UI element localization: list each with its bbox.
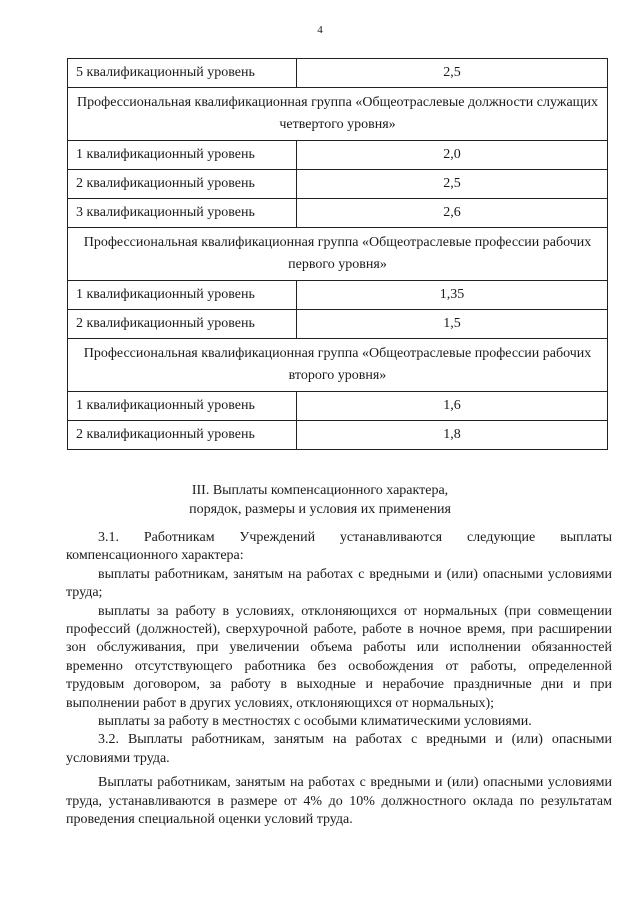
table-row xyxy=(68,141,608,170)
group-title-cell: Профессиональная квалификационная группа «Общеотраслевые профессии рабочих второго уровня» xyxy=(68,339,608,392)
table-row xyxy=(68,281,608,310)
coefficient-cell: 2,0 xyxy=(297,141,608,170)
section-title xyxy=(0,481,640,519)
level-cell: 3 квалификационный уровень xyxy=(68,199,297,228)
table-row xyxy=(68,421,608,450)
coefficient-cell: 1,35 xyxy=(297,281,608,310)
level-cell: 1 квалификационный уровень xyxy=(68,392,297,421)
group-title-cell: Профессиональная квалификационная группа «Общеотраслевые должности служащих четвертого уровня» xyxy=(68,88,608,141)
section-title-line-2: порядок, размеры и условия их применения xyxy=(189,502,451,517)
level-cell: 2 квалификационный уровень xyxy=(68,421,297,450)
table-row xyxy=(68,310,608,339)
paragraph: 3.2. Выплаты работникам, занятым на работах с вредными и (или) опасными условиями труда. xyxy=(66,732,612,766)
group-header-row xyxy=(68,228,608,281)
coefficient-cell: 1,6 xyxy=(297,392,608,421)
paragraph: выплаты за работу в условиях, отклоняющихся от нормальных (при совмещении профессий (должностей), сверхурочной работе, работе в ночное время, при расширении зон обслуживания, при увеличении объема работы или исполнении обязанностей временно отсутствующего работника без освобождения от работы, определенной трудовым договором, за работу в выходные и нерабочие праздничные дни и при выполнении работ в других условиях, отклоняющихся от нормальных); xyxy=(66,603,612,711)
paragraph: выплаты работникам, занятым на работах с вредными и (или) опасными условиями труда; xyxy=(66,566,612,601)
group-header-row xyxy=(68,339,608,392)
coefficient-cell: 1,5 xyxy=(297,310,608,339)
table-row xyxy=(68,199,608,228)
table-row xyxy=(68,392,608,421)
coefficient-cell: 2,5 xyxy=(297,170,608,199)
table-row xyxy=(68,170,608,199)
level-cell: 5 квалификационный уровень xyxy=(68,59,297,88)
paragraph: выплаты за работу в местностях с особыми климатическими условиями. xyxy=(98,714,532,730)
body-text xyxy=(66,529,612,830)
level-cell: 2 квалификационный уровень xyxy=(68,170,297,199)
page-number: 4 xyxy=(317,24,323,36)
table-row xyxy=(68,59,608,88)
coefficient-cell: 2,6 xyxy=(297,199,608,228)
paragraph: 3.1. Работникам Учреждений устанавливаются следующие выплаты компенсационного характера: xyxy=(66,530,612,564)
level-cell: 2 квалификационный уровень xyxy=(68,310,297,339)
coefficient-cell: 2,5 xyxy=(297,59,608,88)
paragraph: Выплаты работникам, занятым на работах с вредными и (или) опасными условиями труда, устанавливаются в размере от 4% до 10% должностного оклада по результатам проведения специальной оценки условий труда. xyxy=(66,775,612,828)
level-cell: 1 квалификационный уровень xyxy=(68,141,297,170)
group-title-cell: Профессиональная квалификационная группа «Общеотраслевые профессии рабочих первого уровня» xyxy=(68,228,608,281)
level-cell: 1 квалификационный уровень xyxy=(68,281,297,310)
qualification-table xyxy=(67,58,608,450)
group-header-row xyxy=(68,88,608,141)
coefficient-cell: 1,8 xyxy=(297,421,608,450)
section-title-line-1: III. Выплаты компенсационного характера, xyxy=(191,483,449,498)
